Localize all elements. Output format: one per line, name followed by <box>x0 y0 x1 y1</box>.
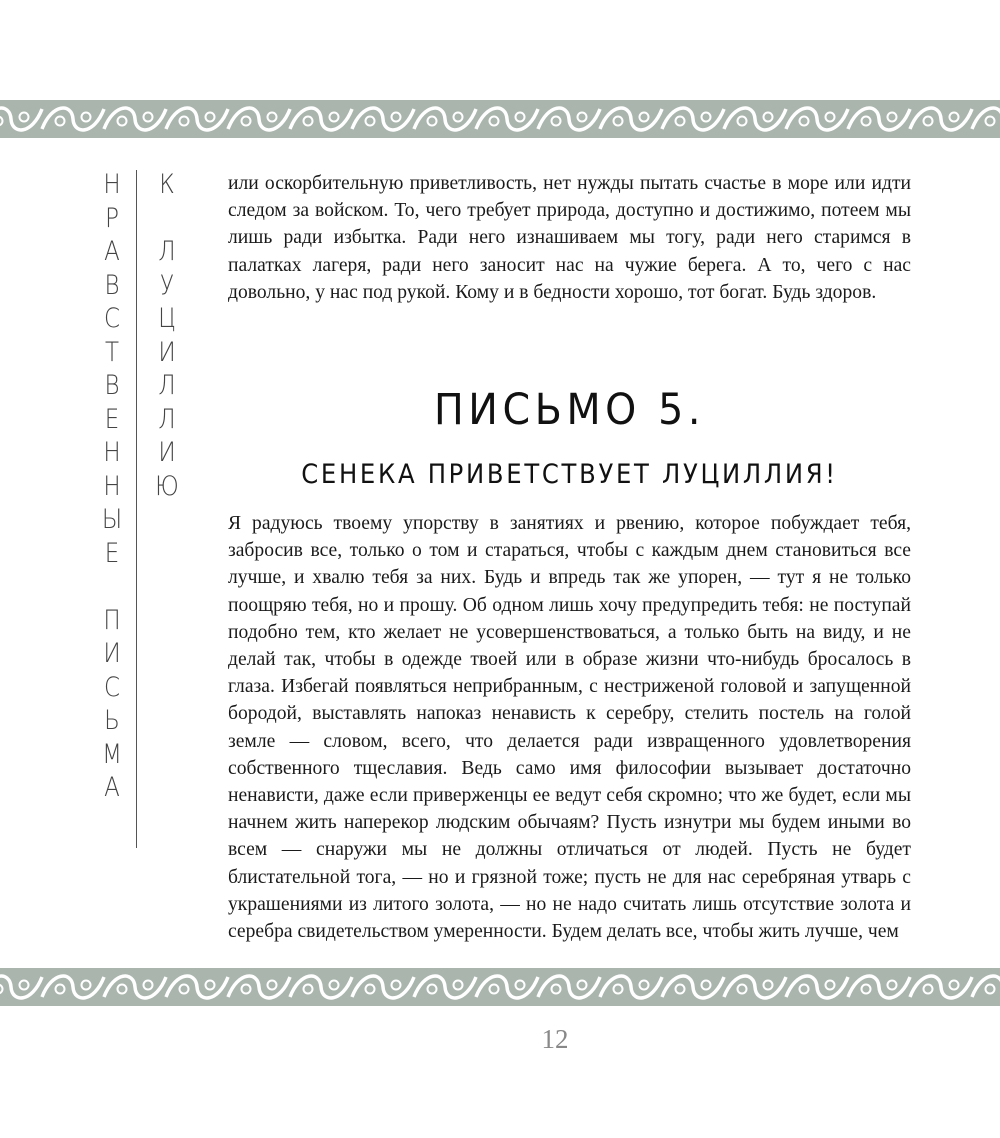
vertical-letter: Л <box>158 370 176 401</box>
vertical-letter: С <box>103 671 121 703</box>
ornament-band-icon <box>0 95 1000 143</box>
letter-body-paragraph: Я радуюсь твоему упорству в занятиях и рвению, которое побуждает тебя, забросив все, только о том и стараться, чтобы с каждым днем становиться все лучше, и хвалю тебя за них. Будь и впредь так же упорен, — тут я не только поощряю тебя, но и прошу. Об одном лишь хочу предупредить тебя: не поступай подобно тем, кто желает не усовершенствоваться, а только быть на виду, и не делай так, чтобы в одежде твоей или в образе жизни что-нибудь бросалось в глаза. Избегай появляться неприбранным, с нестриженой головой и запущенной бородой, выставлять напоказ ненависть к серебру, стелить постель на голой земле — словом, всего, что делается ради извращенного удовлетворения собственного тщеславия. Ведь само имя философии вызывает достаточно ненависти, даже если приверженцы ее ведут себя скромно; что же будет, если мы начнем жить наперекор людским обычаям? Пусть изнутри мы будем иными во всем — снаружи мы не должны отличаться от людей. Пусть не будет блистательной тога, — но и грязной тоже; пусть не для нас серебряная утварь с украшениями из литого золота, — но не надо считать лишь отсутствие золота и серебра свидетельством умеренности. Будем делать все, чтобы жить лучше, чем <box>228 513 911 943</box>
vertical-letter: У <box>160 269 174 301</box>
previous-letter-paragraph: или оскорбительную приветливость, нет нужды пытать счастье в море или идти следом за войском. То, чего требует природа, доступно и достижимо, потеем мы лишь ради избытка. Ради него изнашиваем мы тогу, ради него старимся в палатках лагеря, ради него заносит нас на чужие берега. А то, чего с нас довольно, у нас под рукой. Кому и в бедности хорошо, тот богат. Будь здоров. <box>228 173 911 303</box>
ornament-band-top <box>0 95 1000 143</box>
page-number: 12 <box>541 1024 569 1054</box>
vertical-letter: Л <box>158 236 176 267</box>
vertical-letter: А <box>104 772 120 803</box>
vertical-letter: А <box>104 236 120 267</box>
vertical-letter: К <box>159 169 175 200</box>
vertical-letter: Ы <box>101 504 123 535</box>
ornament-band-bottom <box>0 963 1000 1011</box>
vertical-letter: Н <box>103 470 121 502</box>
vertical-letter: Ю <box>155 470 179 502</box>
letter-body <box>228 510 911 945</box>
vertical-letter: Л <box>158 403 176 435</box>
vertical-letter: Ц <box>158 303 176 334</box>
vertical-letter: Ь <box>104 705 120 736</box>
vertical-letter: И <box>158 437 176 468</box>
vertical-letter: И <box>158 336 176 368</box>
vertical-letter: В <box>104 269 120 301</box>
vertical-letter: П <box>103 604 121 636</box>
vertical-letter: Н <box>103 169 121 200</box>
vertical-gap <box>92 570 132 604</box>
vertical-letter: И <box>103 638 121 669</box>
vertical-divider <box>136 170 137 848</box>
vertical-letter: Е <box>104 537 120 569</box>
vertical-letter: Е <box>104 403 120 435</box>
ornament-band-icon <box>0 963 1000 1011</box>
vertical-letter: М <box>102 738 122 770</box>
vertical-letter: В <box>104 370 120 401</box>
addressee-vertical <box>147 168 187 503</box>
series-title-vertical <box>92 168 132 805</box>
previous-letter-text <box>228 170 911 306</box>
letter-greeting: СЕНЕКА ПРИВЕТСТВУЕТ ЛУЦИЛЛИЯ! <box>301 459 838 490</box>
vertical-letter: Т <box>104 336 120 368</box>
letter-title: ПИСЬМО 5. <box>433 385 706 435</box>
vertical-gap <box>147 202 187 236</box>
vertical-letter: Р <box>105 202 119 234</box>
vertical-letter: С <box>103 303 121 334</box>
vertical-letter: Н <box>103 437 121 468</box>
